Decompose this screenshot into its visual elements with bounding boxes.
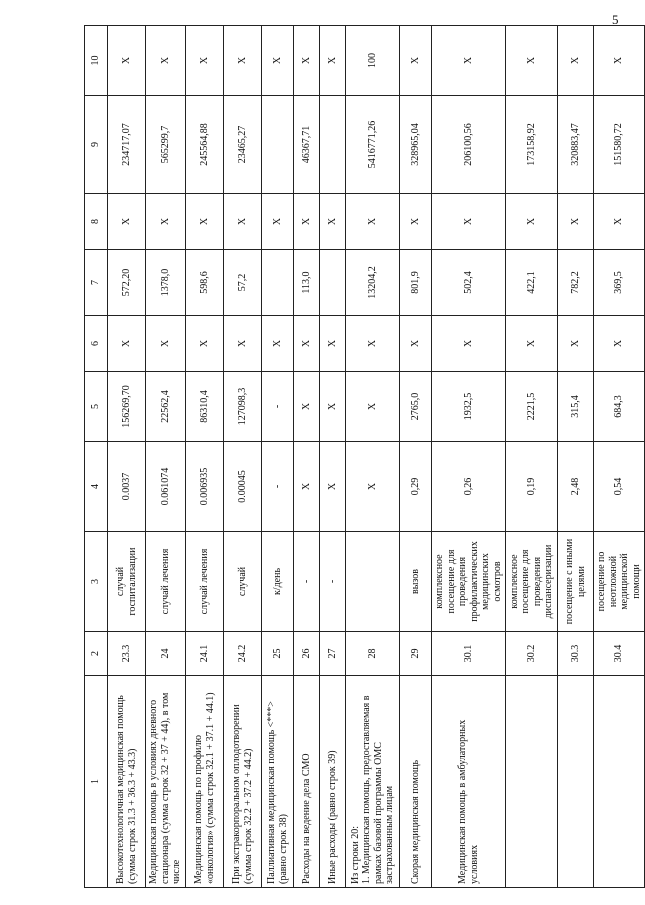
- cell-col-3: комплексное посещение для проведения профилактических медицинских осмотров: [432, 532, 506, 632]
- cell-col-5: 2765,0: [400, 372, 432, 442]
- header-cell: 9: [85, 96, 108, 194]
- cell-col-9: 173158,92: [506, 96, 558, 194]
- cell-col-5: 684,3: [594, 372, 645, 442]
- cell-col-3: посещение по неотложной медицинской помощи: [594, 532, 645, 632]
- table-row: [346, 26, 400, 888]
- cell-col-6: X: [432, 316, 506, 372]
- cell-col-1: Медицинская помощь в условиях дневного стационара (сумма строк 32 + 37 + 44), в том числе: [146, 676, 186, 888]
- rotated-table-container: [84, 26, 642, 888]
- table-row: [320, 26, 346, 888]
- header-cell: 7: [85, 250, 108, 316]
- cell-col-7: 782,2: [558, 250, 594, 316]
- cell-col-8: X: [558, 194, 594, 250]
- cell-col-6: X: [346, 316, 400, 372]
- cell-col-6: X: [186, 316, 224, 372]
- cell-col-9: 328965,04: [400, 96, 432, 194]
- cell-col-8: X: [400, 194, 432, 250]
- table-row: [506, 26, 558, 888]
- cell-col-4: 0,54: [594, 442, 645, 532]
- header-cell: 6: [85, 316, 108, 372]
- cell-col-6: X: [400, 316, 432, 372]
- cell-col-4: X: [346, 442, 400, 532]
- cell-col-6: X: [224, 316, 262, 372]
- cell-col-4: X: [294, 442, 320, 532]
- cell-col-6: X: [320, 316, 346, 372]
- cell-col-9: 23465,27: [224, 96, 262, 194]
- cell-col-8: X: [346, 194, 400, 250]
- cell-col-3: вызов: [400, 532, 432, 632]
- cell-col-8: X: [262, 194, 294, 250]
- cell-col-1: Расходы на ведение дела СМО: [294, 676, 320, 888]
- header-cell: 5: [85, 372, 108, 442]
- cell-col-7: 57,2: [224, 250, 262, 316]
- table-row: [186, 26, 224, 888]
- cell-col-5: X: [320, 372, 346, 442]
- cell-col-1: При экстракорпоральном оплодотворении (сумма строк 32.2 + 37.2 + 44.2): [224, 676, 262, 888]
- cell-col-2: 30.3: [558, 632, 594, 676]
- cell-col-10: X: [262, 26, 294, 96]
- cell-col-9: [262, 96, 294, 194]
- table-row: [146, 26, 186, 888]
- cell-col-4: 0,19: [506, 442, 558, 532]
- cell-col-2: 23.3: [108, 632, 146, 676]
- cell-col-10: X: [294, 26, 320, 96]
- cell-col-9: 5416771,26: [346, 96, 400, 194]
- cell-col-2: 27: [320, 632, 346, 676]
- cell-col-5: 1932,5: [432, 372, 506, 442]
- cell-col-10: X: [224, 26, 262, 96]
- cell-col-10: X: [594, 26, 645, 96]
- cell-col-5: 156269,70: [108, 372, 146, 442]
- cell-col-6: X: [262, 316, 294, 372]
- table-row: [432, 26, 506, 888]
- cell-col-4: 2,48: [558, 442, 594, 532]
- cell-col-7: 369,5: [594, 250, 645, 316]
- cell-col-1: Скорая медицинская помощь: [400, 676, 432, 888]
- cell-col-7: [320, 250, 346, 316]
- cell-col-2: 24.1: [186, 632, 224, 676]
- table-row: [558, 26, 594, 888]
- table-row: [294, 26, 320, 888]
- cell-col-8: X: [594, 194, 645, 250]
- cell-col-8: X: [146, 194, 186, 250]
- cell-col-1: [594, 676, 645, 888]
- cell-col-5: X: [346, 372, 400, 442]
- cell-col-7: 801,9: [400, 250, 432, 316]
- table-row: [400, 26, 432, 888]
- table-row: [594, 26, 645, 888]
- cell-col-6: X: [594, 316, 645, 372]
- cell-col-3: случай: [224, 532, 262, 632]
- cell-col-7: 422,1: [506, 250, 558, 316]
- cell-col-6: X: [506, 316, 558, 372]
- cell-col-8: X: [108, 194, 146, 250]
- cell-col-4: 0.00045: [224, 442, 262, 532]
- cell-col-4: X: [320, 442, 346, 532]
- cell-col-1: Паллиативная медицинская помощь <***> (равно строк 38): [262, 676, 294, 888]
- cell-col-1: Высокотехнологичная медицинская помощь (сумма строк 31.3 + 36.3 + 43.3): [108, 676, 146, 888]
- cell-col-8: X: [432, 194, 506, 250]
- cell-col-4: 0,26: [432, 442, 506, 532]
- cell-col-7: 598,6: [186, 250, 224, 316]
- cell-col-2: 29: [400, 632, 432, 676]
- cell-col-4: -: [262, 442, 294, 532]
- cell-col-9: [320, 96, 346, 194]
- cell-col-6: X: [108, 316, 146, 372]
- cell-col-3: [346, 532, 400, 632]
- cell-col-9: 245564,88: [186, 96, 224, 194]
- cell-col-9: 320883,47: [558, 96, 594, 194]
- cell-col-1: Медицинская помощь по профилю «онкология» (сумма строк 32.1 + 37.1 + 44.1): [186, 676, 224, 888]
- cell-col-8: X: [224, 194, 262, 250]
- cell-col-3: комплексное посещение для проведения диспансеризации: [506, 532, 558, 632]
- cell-col-2: 26: [294, 632, 320, 676]
- cell-col-5: X: [294, 372, 320, 442]
- cell-col-6: X: [146, 316, 186, 372]
- header-cell: 10: [85, 26, 108, 96]
- table-row: [262, 26, 294, 888]
- cell-col-9: 206100,56: [432, 96, 506, 194]
- cell-col-10: X: [320, 26, 346, 96]
- cell-col-10: X: [146, 26, 186, 96]
- cell-col-5: 86310,4: [186, 372, 224, 442]
- cell-col-2: 24.2: [224, 632, 262, 676]
- cell-col-8: X: [506, 194, 558, 250]
- cell-col-1: Из строки 20: 1. Медицинская помощь, предоставляемая в рамках базовой программы ОМС застрахованным лицам: [346, 676, 400, 888]
- financing-table: [84, 25, 645, 888]
- cell-col-8: X: [186, 194, 224, 250]
- cell-col-2: 25: [262, 632, 294, 676]
- cell-col-10: X: [400, 26, 432, 96]
- cell-col-2: 28: [346, 632, 400, 676]
- cell-col-7: 113,0: [294, 250, 320, 316]
- cell-col-5: 2221,5: [506, 372, 558, 442]
- header-cell: 2: [85, 632, 108, 676]
- cell-col-3: -: [320, 532, 346, 632]
- cell-col-5: 22562,4: [146, 372, 186, 442]
- cell-col-3: случай лечения: [146, 532, 186, 632]
- cell-col-5: 315,4: [558, 372, 594, 442]
- cell-col-10: X: [432, 26, 506, 96]
- cell-col-4: 0.061074: [146, 442, 186, 532]
- cell-col-2: 24: [146, 632, 186, 676]
- header-cell: 3: [85, 532, 108, 632]
- cell-col-10: X: [108, 26, 146, 96]
- table-row: [224, 26, 262, 888]
- cell-col-5: -: [262, 372, 294, 442]
- cell-col-2: 30.1: [432, 632, 506, 676]
- cell-col-7: [262, 250, 294, 316]
- header-cell: 4: [85, 442, 108, 532]
- cell-col-3: -: [294, 532, 320, 632]
- page-number: 5: [612, 12, 619, 27]
- cell-col-3: случай госпитализации: [108, 532, 146, 632]
- cell-col-2: 30.4: [594, 632, 645, 676]
- cell-col-1: [558, 676, 594, 888]
- cell-col-3: посещение с иными целями: [558, 532, 594, 632]
- cell-col-3: случай лечения: [186, 532, 224, 632]
- cell-col-10: 100: [346, 26, 400, 96]
- cell-col-6: X: [294, 316, 320, 372]
- cell-col-1: Медицинская помощь в амбулаторных условиях: [432, 676, 506, 888]
- cell-col-8: X: [294, 194, 320, 250]
- cell-col-10: X: [558, 26, 594, 96]
- cell-col-8: X: [320, 194, 346, 250]
- cell-col-1: Иные расходы (равно строк 39): [320, 676, 346, 888]
- cell-col-7: 572,20: [108, 250, 146, 316]
- cell-col-9: 565299,7: [146, 96, 186, 194]
- header-cell: 8: [85, 194, 108, 250]
- cell-col-4: 0.006935: [186, 442, 224, 532]
- header-row: [85, 26, 108, 888]
- cell-col-9: 234717,07: [108, 96, 146, 194]
- cell-col-7: 502,4: [432, 250, 506, 316]
- cell-col-10: X: [186, 26, 224, 96]
- cell-col-6: X: [558, 316, 594, 372]
- cell-col-7: 13204,2: [346, 250, 400, 316]
- cell-col-4: 0.0037: [108, 442, 146, 532]
- cell-col-7: 1378,0: [146, 250, 186, 316]
- cell-col-10: X: [506, 26, 558, 96]
- cell-col-5: 127098,3: [224, 372, 262, 442]
- header-cell: 1: [85, 676, 108, 888]
- cell-col-4: 0,29: [400, 442, 432, 532]
- cell-col-1: [506, 676, 558, 888]
- cell-col-9: 46367,71: [294, 96, 320, 194]
- table-row: [108, 26, 146, 888]
- cell-col-9: 151580,72: [594, 96, 645, 194]
- cell-col-3: к/день: [262, 532, 294, 632]
- cell-col-2: 30.2: [506, 632, 558, 676]
